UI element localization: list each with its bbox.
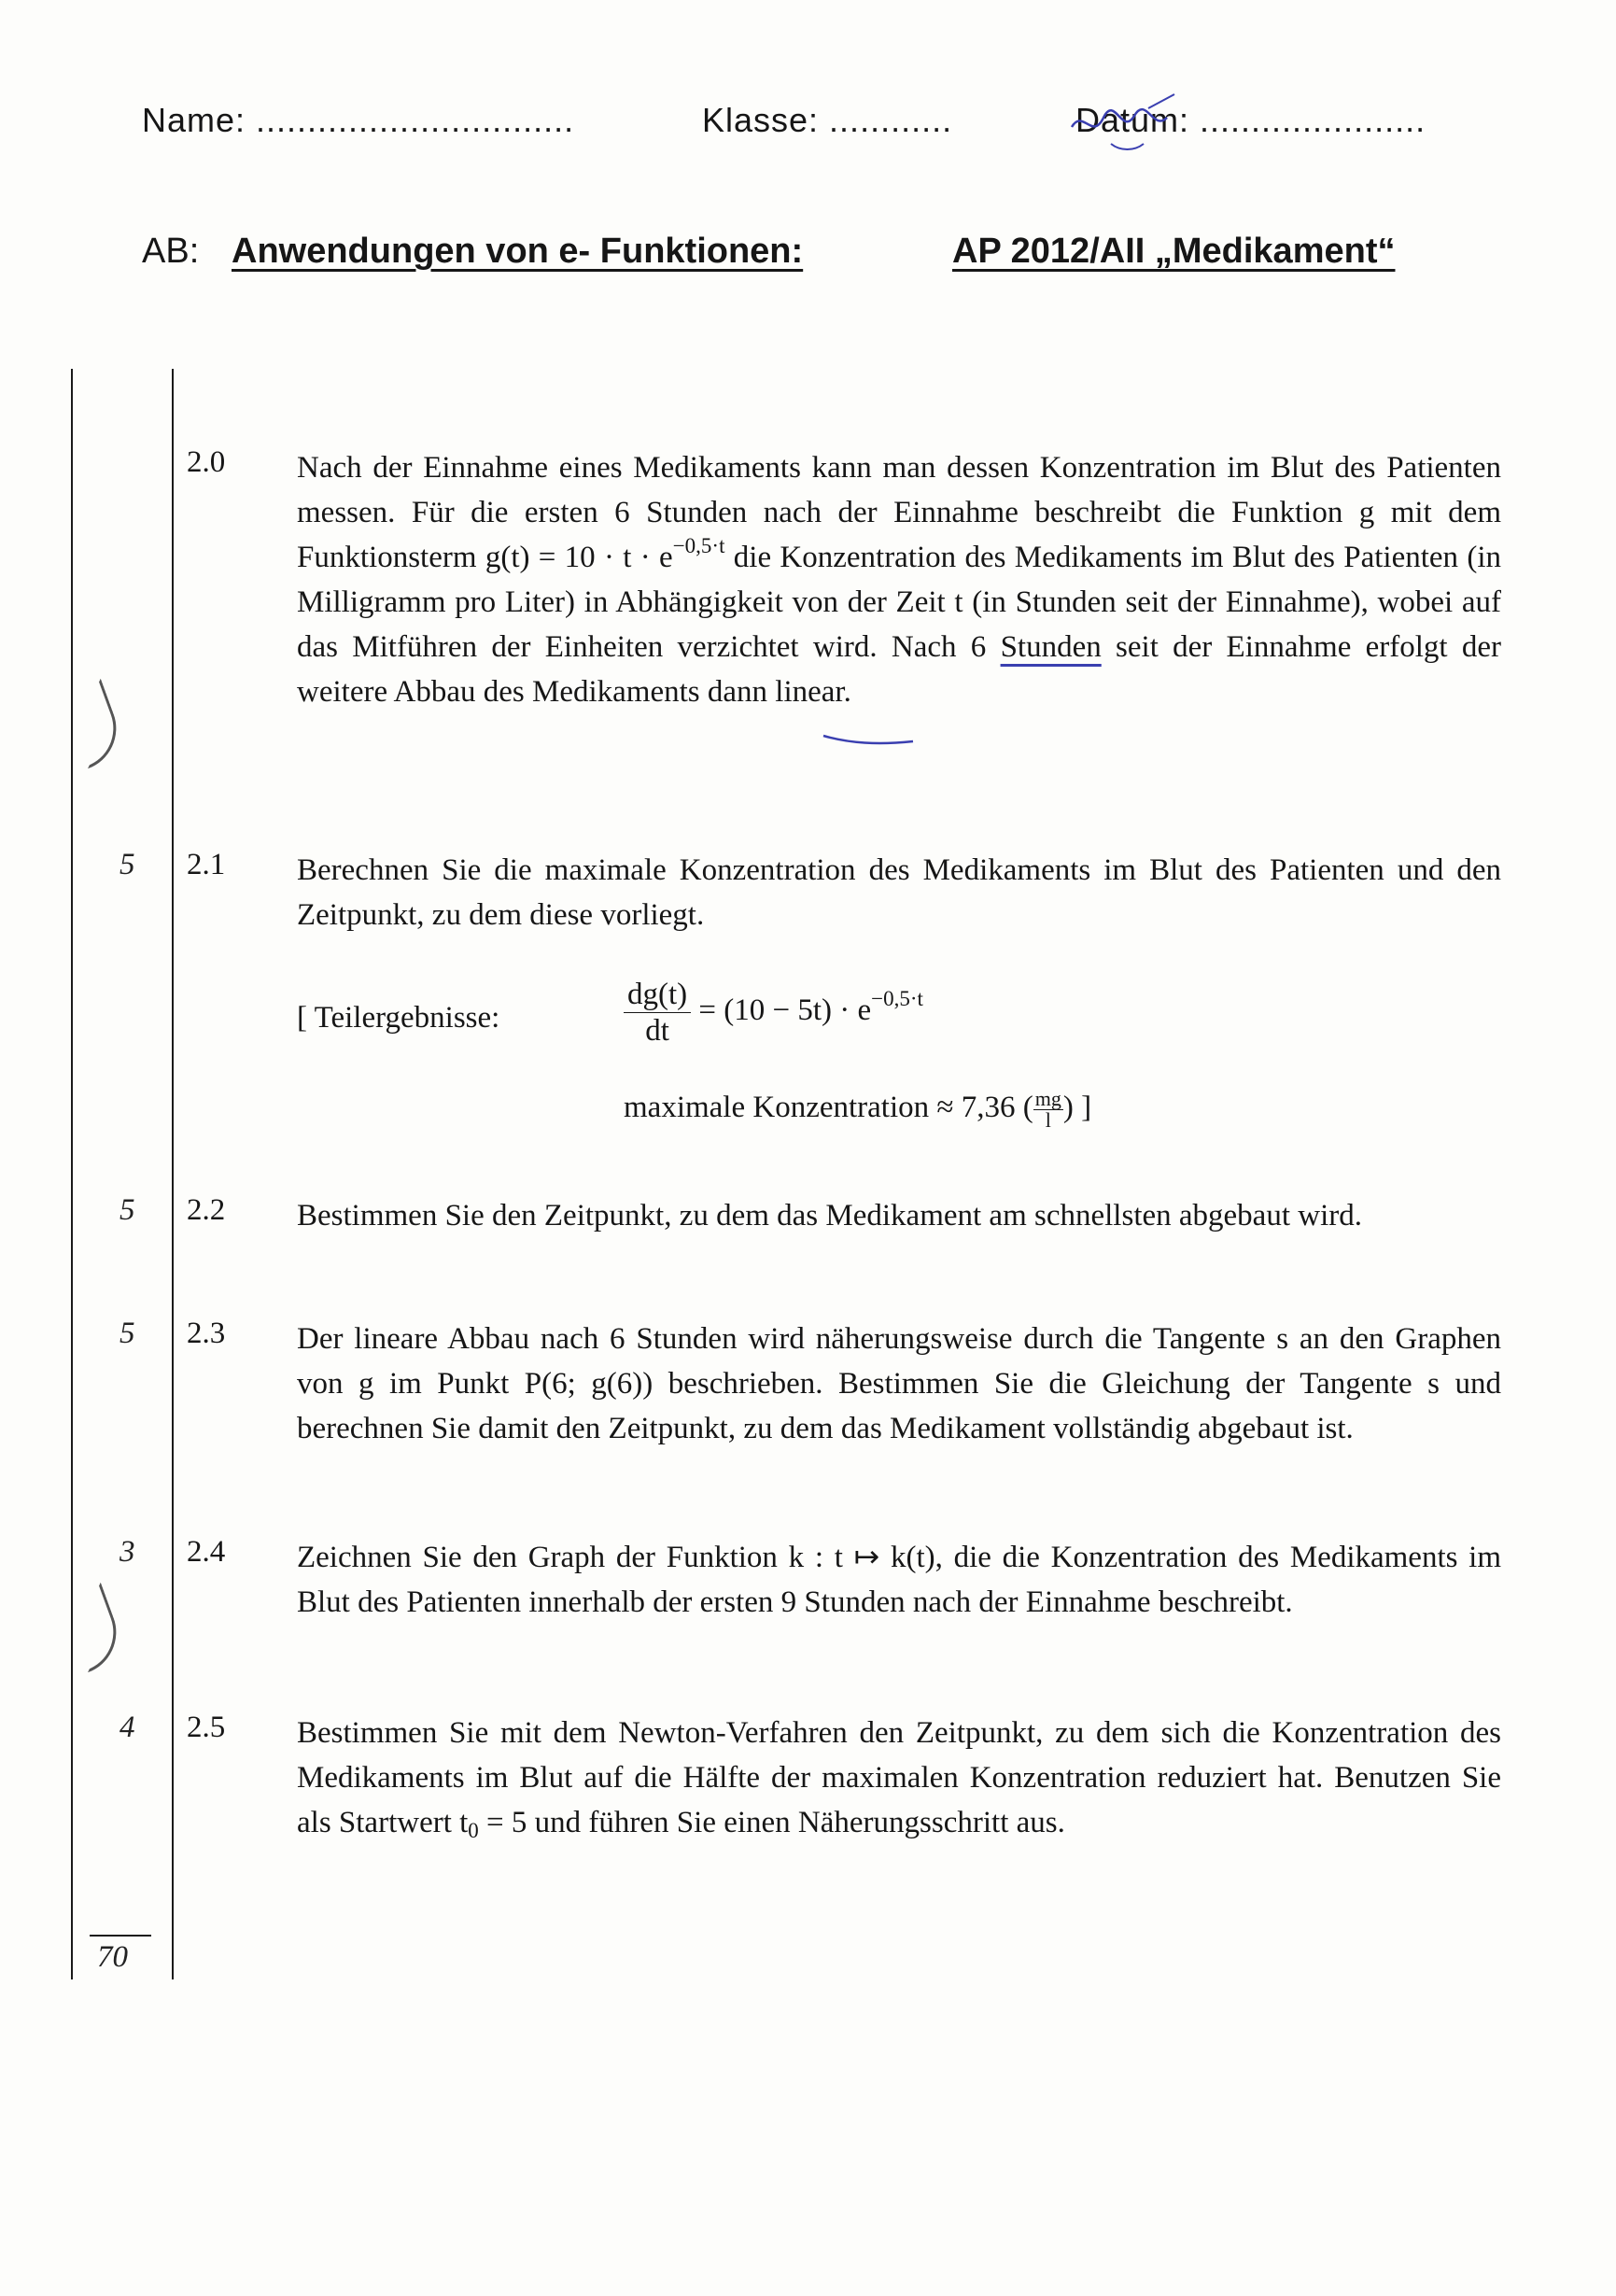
ink-underlined-word: Stunden (1000, 630, 1102, 664)
derivative-formula (624, 977, 923, 1049)
task-number: 2.0 (187, 445, 226, 479)
start-subscript: 0 (468, 1819, 479, 1842)
max-concentration-close: ) ] (1062, 1091, 1092, 1125)
ink-stroke-icon (822, 730, 915, 749)
klasse-field-label: Klasse: ............ (702, 101, 953, 139)
derivative-exponent: −0,5·t (871, 987, 923, 1011)
max-concentration-result (624, 1089, 1091, 1131)
max-concentration-text: maximale Konzentration ≈ 7,36 ( (624, 1091, 1033, 1125)
task-text-part: und führen Sie einen Näherungsschritt aus. (534, 1806, 1065, 1839)
task-points: 5 (119, 848, 135, 881)
task-number: 2.4 (187, 1535, 226, 1569)
task-text-part: seit der Einnahme erfolgt der weitere Abbau des Medikaments dann linear. (297, 630, 1501, 709)
task-text-part: die Konzentration des Medikaments im Blut des Patienten (in Milligramm pro Liter) in Abhängigkeit von der Zeit t (in Stunden seit der Einnahme), wobei auf das Mitführen der Einheiten verzichtet wird. Nach 6 (297, 541, 1502, 664)
total-points-rule (90, 1935, 151, 1937)
task-points: 5 (119, 1317, 135, 1350)
task-number: 2.3 (187, 1317, 226, 1350)
task-number: 2.2 (187, 1193, 226, 1227)
task-text (297, 1535, 1501, 1625)
task-text (297, 1711, 1501, 1845)
datum-field-label: Datum: ...................... (1075, 101, 1426, 139)
start-variable: t (459, 1806, 469, 1839)
scribble-mark-icon (1064, 90, 1176, 155)
task-points: 3 (119, 1535, 135, 1569)
unit-denominator: l (1045, 1108, 1051, 1132)
start-value (459, 1806, 527, 1842)
derivative-fraction (624, 977, 691, 1049)
partial-results-label: [ Teilergebnisse: (297, 1001, 500, 1035)
function-term-g (485, 534, 725, 574)
task-text-part: Zeichnen Sie den Graph der Funktion (297, 1541, 778, 1574)
task-number: 2.1 (187, 848, 226, 881)
derivative-rhs: = (10 − 5t) · e (698, 993, 872, 1028)
task-text: Berechnen Sie die maximale Konzentration des Medikaments im Blut des Patienten und den Zeitpunkt, zu dem diese vorliegt. (297, 853, 1501, 932)
task-text-part: die die Konzentration des Medikaments im Blut des Patienten innerhalb der ersten 9 Stunden nach der Einnahme beschreibt. (297, 1541, 1502, 1619)
sheet-topic-title: Anwendungen von e- Funktionen: (232, 232, 804, 271)
formula-exponent: −0,5·t (672, 534, 725, 557)
unit-fraction (1033, 1089, 1063, 1131)
margin-rule-inner (172, 369, 174, 1979)
sheet-exam-title: AP 2012/AII „Medikament“ (952, 232, 1396, 271)
task-text-part: Bestimmen Sie mit dem Newton-Verfahren den Zeitpunkt, zu dem sich die Konzentration des Medikaments im Blut auf die Hälfte der maximalen Konzentration reduziert hat. Benutzen Sie als Startwert (297, 1716, 1501, 1839)
fraction-numerator: dg(t) (624, 977, 691, 1013)
total-points: 70 (97, 1940, 128, 1974)
start-value-number: = 5 (486, 1806, 527, 1839)
name-field-label: Name: ............................... (142, 101, 575, 139)
task-points: 5 (119, 1193, 135, 1227)
formula-base: g(t) = 10 · t · e (485, 541, 673, 574)
task-text: Bestimmen Sie den Zeitpunkt, zu dem das Medikament am schnellsten abgebaut wird. (297, 1199, 1362, 1233)
function-k-mapping: k : t ↦ k(t), (788, 1541, 943, 1574)
fraction-denominator: dt (645, 1014, 669, 1048)
task-text: Der lineare Abbau nach 6 Stunden wird näherungsweise durch die Tangente s an den Graphen von g im Punkt P(6; g(6)) beschrieben. Bestimmen Sie die Gleichung der Tangente s und berechnen Sie damit den Zeitpunkt, zu dem das Medikament vollständig abgebaut ist. (297, 1322, 1501, 1445)
task-points: 4 (119, 1711, 135, 1744)
margin-rule-outer (71, 369, 73, 1979)
task-number: 2.5 (187, 1711, 226, 1744)
sheet-prefix: AB: (142, 232, 200, 271)
task-text-part: Nach der Einnahme eines Medikaments kann man dessen Konzentration im Blut des Patienten messen. Für die ersten 6 Stunden nach der Einnahme beschreibt die Funktion g mit dem Funktionsterm (297, 451, 1501, 574)
task-text (297, 445, 1501, 714)
unit-numerator: mg (1034, 1087, 1061, 1110)
